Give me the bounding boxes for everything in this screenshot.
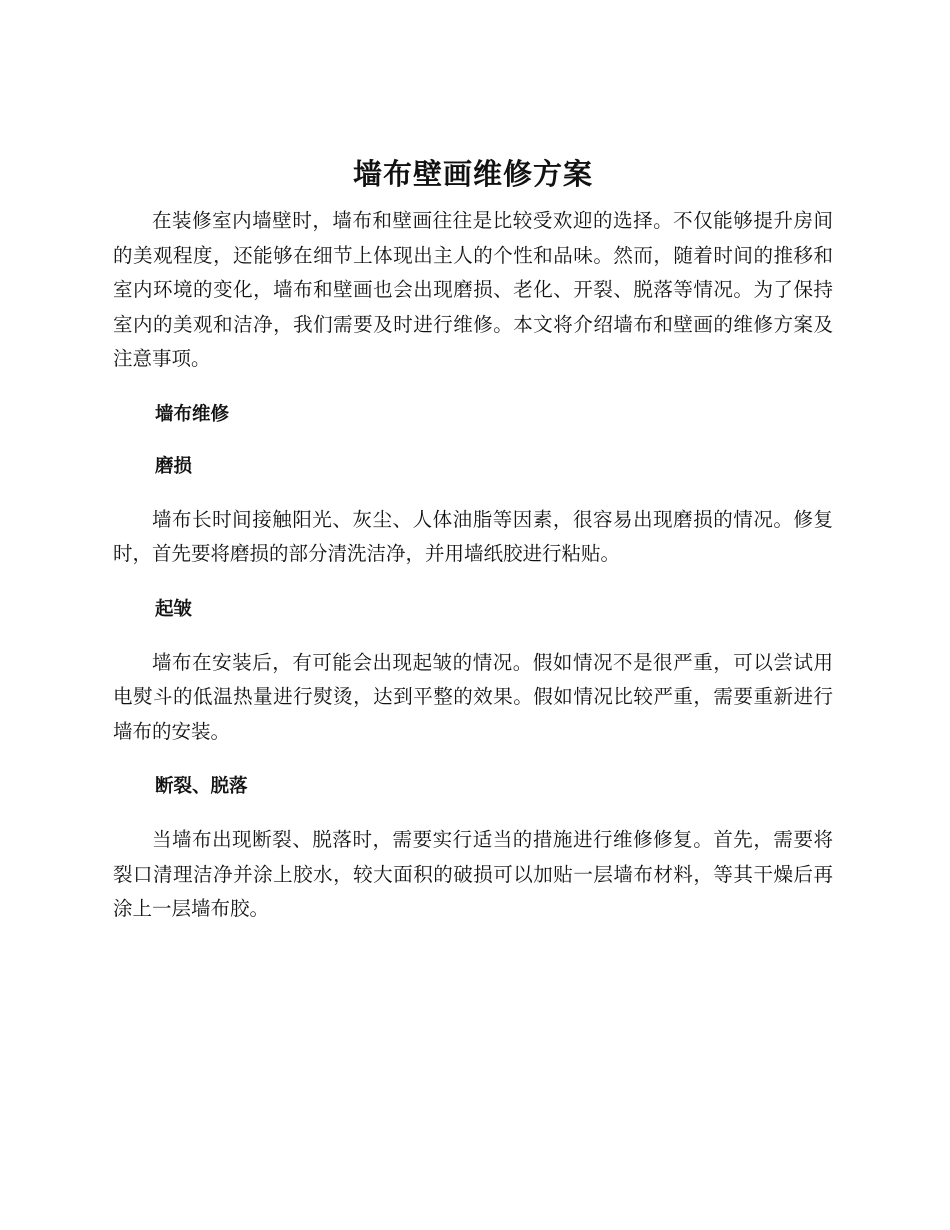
- document-page: [113, 150, 833, 927]
- subsection-body-wear: 墙布长时间接触阳光、灰尘、人体油脂等因素，很容易出现磨损的情况。修复时，首先要将磨损的部分清洗洁净，并用墙纸胶进行粘贴。: [113, 507, 833, 565]
- document-title: 墙布壁画维修方案: [352, 157, 593, 191]
- subsection-heading-crack-detach: 断裂、脱落: [155, 776, 248, 797]
- section-heading-wallcloth-repair: 墙布维修: [155, 403, 230, 425]
- subsection-heading-wrinkle: 起皱: [155, 598, 193, 620]
- subsection-body-wrinkle: 墙布在安装后，有可能会出现起皱的情况。假如情况不是很严重，可以尝试用电熨斗的低温热量进行熨烫，达到平整的效果。假如情况比较严重，需要重新进行墙布的安装。: [113, 650, 833, 743]
- subsection-heading-wear: 磨损: [155, 455, 193, 477]
- intro-paragraph: 在装修室内墙壁时，墙布和壁画往往是比较受欢迎的选择。不仅能够提升房间的美观程度，还能够在细节上体现出主人的个性和品味。然而，随着时间的推移和室内环境的变化，墙布和壁画也会出现磨损、老化、开裂、脱落等情况。为了保持室内的美观和洁净，我们需要及时进行维修。本文将介绍墙布和壁画的维修方案及注意事项。: [113, 209, 833, 370]
- subsection-body-crack-detach: 当墙布出现断裂、脱落时，需要实行适当的措施进行维修修复。首先，需要将裂口清理洁净并涂上胶水，较大面积的破损可以加贴一层墙布材料，等其干燥后再涂上一层墙布胶。: [113, 828, 833, 920]
